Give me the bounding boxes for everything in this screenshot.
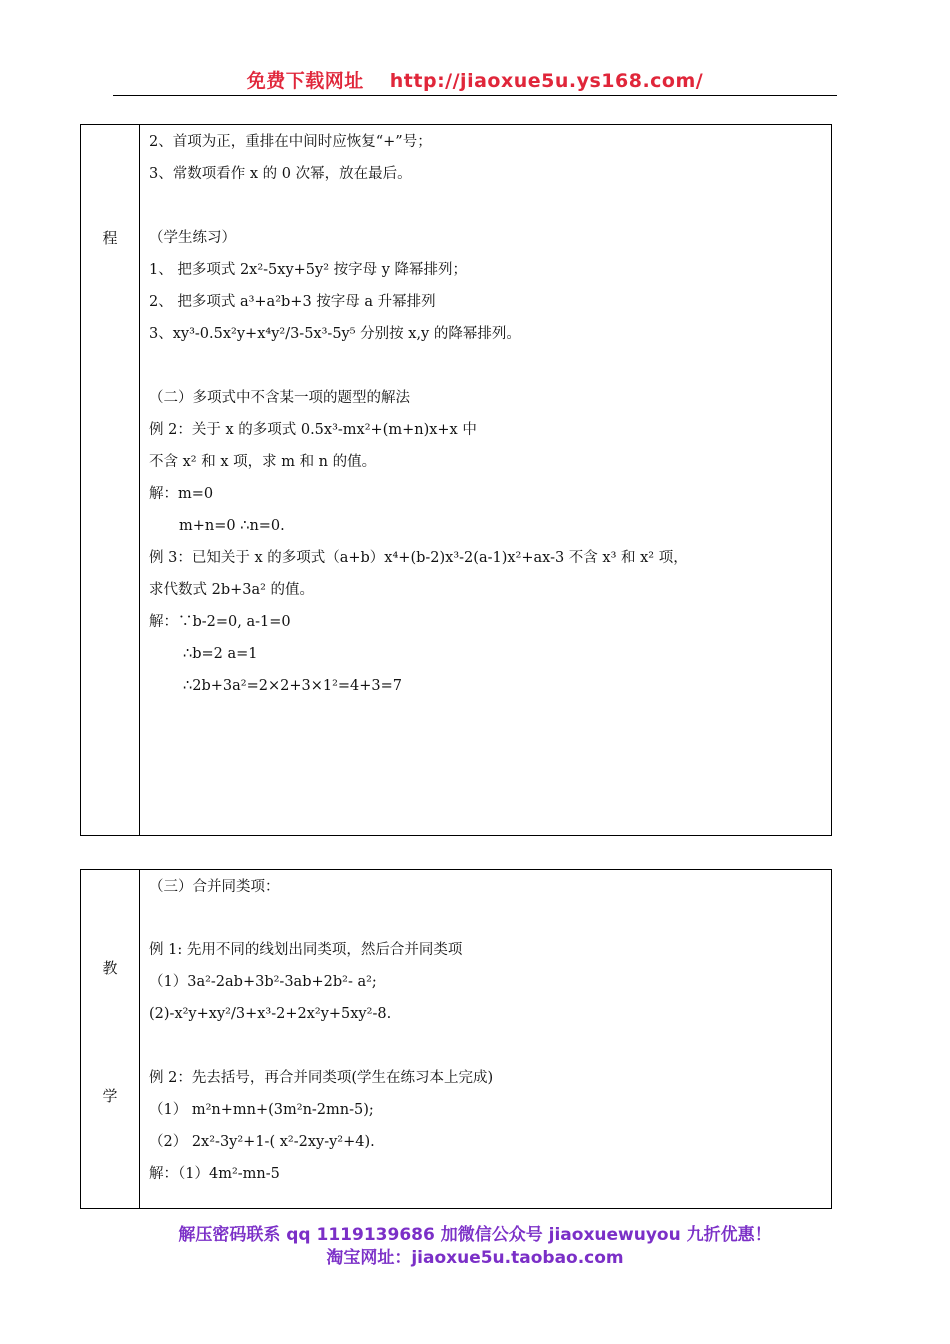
text-line: 3、xy³-0.5x²y+x⁴y²/3-5x³-5y⁵ 分别按 x,y 的降幂排列。 [149,326,521,342]
text-line: 例 3：已知关于 x 的多项式（a+b）x⁴+(b-2)x³-2(a-1)x²+ax-3 不含 x³ 和 x² 项， [149,550,688,566]
footer-contact: 解压密码联系 qq 1119139686 加微信公众号 jiaoxuewuyou 九折优惠！ [178,1225,772,1245]
header-url[interactable]: http://jiaoxue5u.ys168.com/ [389,70,704,92]
side-label-cheng: 程 [102,229,118,247]
lesson-table-2 [80,869,832,1209]
text-line: 1、 把多项式 2x²-5xy+5y² 按字母 y 降幂排列； [149,262,468,278]
column-divider [139,870,140,1208]
text-line: 例 2：关于 x 的多项式 0.5x³-mx²+(m+n)x+x 中 [149,422,477,438]
text-line: （1） m²n+mn+(3m²n-2mn-5); [149,1102,374,1118]
text-line: （学生练习） [149,230,236,246]
lesson-table-1 [80,124,832,836]
text-line: 不含 x² 和 x 项，求 m 和 n 的值。 [149,454,377,470]
text-line: ∴b=2 a=1 [183,646,258,662]
side-label-jiao: 教 [102,959,118,977]
text-line: 求代数式 2b+3a² 的值。 [149,582,315,598]
text-line: 解：∵b-2=0, a-1=0 [149,614,291,630]
text-line: 解：（1）4m²-mn-5 [149,1166,280,1182]
header-label: 免费下载网址 [246,70,364,92]
section-heading: （二）多项式中不含某一项的题型的解法 [149,390,410,406]
header-rule [113,95,837,96]
text-line: 3、常数项看作 x 的 0 次幂，放在最后。 [149,166,412,182]
text-line: (2)-x²y+xy²/3+x³-2+2x²y+5xy²-8. [149,1006,392,1022]
text-line: （2） 2x²-3y²+1-( x²-2xy-y²+4). [149,1134,375,1150]
text-line: 例 1: 先用不同的线划出同类项，然后合并同类项 [149,942,463,958]
side-label-xue: 学 [102,1087,118,1105]
header [0,66,950,93]
text-line: 2、首项为正，重排在中间时应恢复“+”号； [149,134,432,150]
text-line: 2、 把多项式 a³+a²b+3 按字母 a 升幂排列 [149,294,436,310]
text-line: （1）3a²-2ab+3b²-3ab+2b²- a²; [149,974,377,990]
column-divider [139,125,140,835]
text-line: ∴2b+3a²=2×2+3×1²=4+3=7 [183,678,403,694]
text-line: 例 2：先去括号，再合并同类项(学生在练习本上完成) [149,1070,494,1086]
text-line: m+n=0 ∴n=0. [179,518,285,534]
text-line: 解：m=0 [149,486,214,502]
section-heading: （三）合并同类项： [149,879,280,895]
footer-shop-url[interactable]: 淘宝网址：jiaoxue5u.taobao.com [326,1248,624,1268]
